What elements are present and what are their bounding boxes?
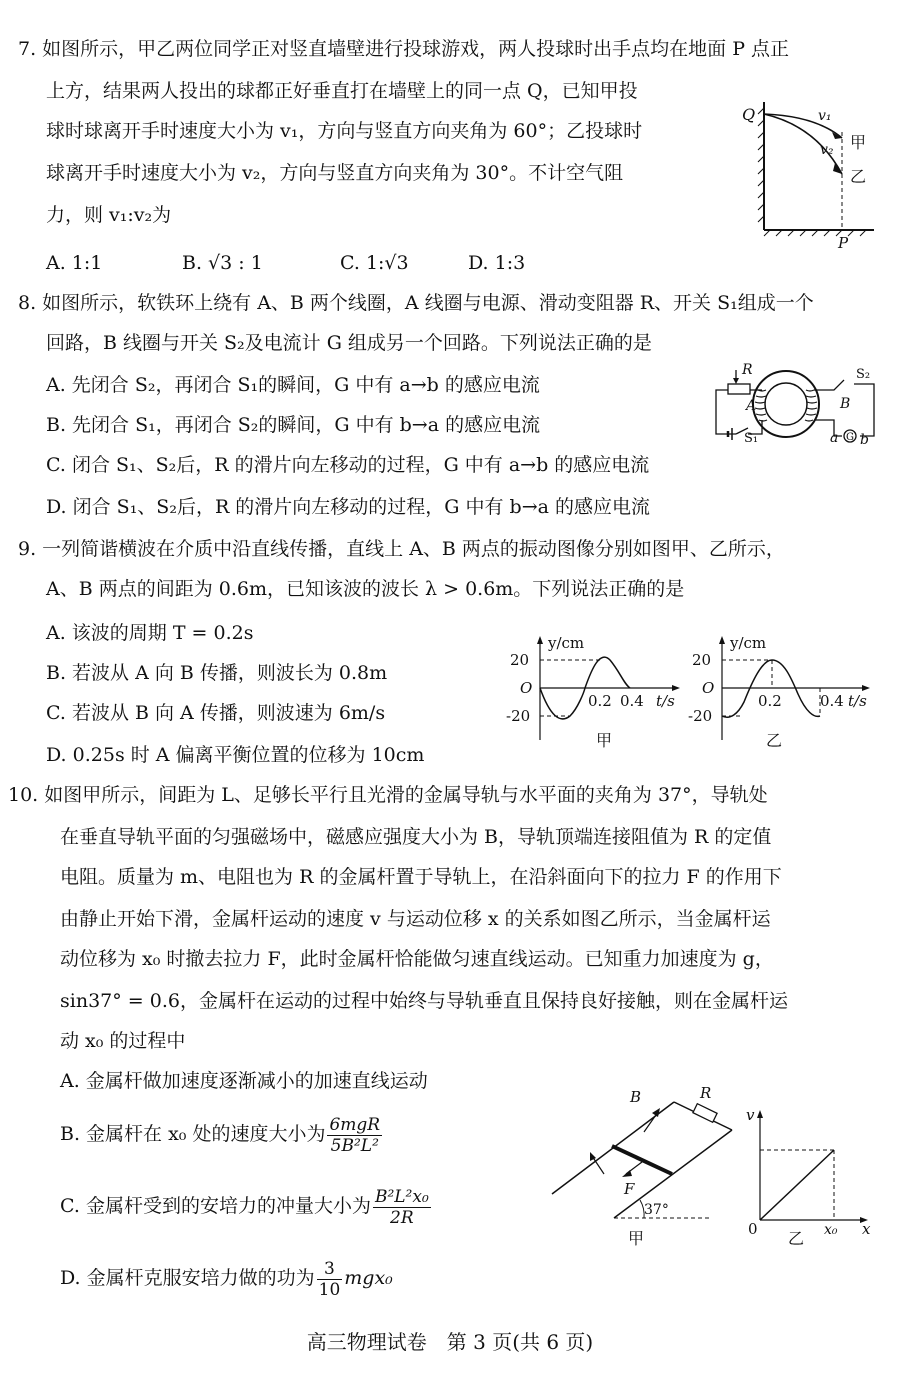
q9-yi-origin: O (702, 679, 715, 697)
q9-jia-ymin: -20 (506, 707, 531, 725)
q10-figure-jia-incline (548, 1082, 738, 1250)
q10-jia-label-b: B (630, 1088, 642, 1106)
q8-figure-coil-circuit (706, 362, 884, 446)
q7-option-d: D. 1:3 (468, 252, 526, 274)
q8-option-b: B. 先闭合 S₁，再闭合 S₂的瞬间，G 中有 b→a 的感应电流 (46, 414, 541, 436)
q7-line-3: 球时球离开手时速度大小为 v₁，方向与竖直方向夹角为 60°；乙投球时 (46, 120, 643, 142)
q10-yi-label-x0: x₀ (824, 1222, 838, 1238)
q7-figure-wall-throw (738, 92, 878, 252)
q9-yi-ylabel: y/cm (730, 634, 767, 652)
q10-option-d-denominator: 10 (318, 1279, 341, 1300)
q8-label-a-small: a (830, 430, 839, 446)
q10-option-c-denominator: 2R (390, 1207, 414, 1228)
q9-line-2: A、B 两点的间距为 0.6m，已知该波的波长 λ > 0.6m。下列说法正确的是 (46, 578, 685, 600)
q8-label-s2: S₂ (856, 367, 871, 382)
q9-yi-xlabel: t/s (848, 692, 867, 710)
q10-jia-label-f: F (624, 1180, 635, 1198)
q10-option-b (60, 1112, 384, 1156)
q10-option-a: A. 金属杆做加速度逐渐减小的加速直线运动 (60, 1070, 428, 1092)
q9-jia-ymax: 20 (510, 651, 530, 669)
q9-jia-ylabel: y/cm (548, 634, 585, 652)
q8-line-1: 8. 如图所示，软铁环上绕有 A、B 两个线圈，A 线圈与电源、滑动变阻器 R、开关 S₁组成一个 (18, 292, 814, 314)
q10-jia-label-r: R (700, 1084, 712, 1102)
q8-label-b-coil: B (840, 396, 851, 412)
q10-line-5: 动位移为 x₀ 时撤去拉力 F，此时金属杆恰能做匀速直线运动。已知重力加速度为 g， (60, 948, 774, 970)
q7-label-v2: v₂ (820, 142, 834, 158)
q10-option-c-numerator: B²L²x₀ (374, 1186, 429, 1207)
q9-option-d: D. 0.25s 时 A 偏离平衡位置的位移为 10cm (46, 744, 425, 766)
q9-graph-jia (500, 632, 686, 752)
q9-line-1: 9. 一列简谐横波在介质中沿直线传播，直线上 A、B 两点的振动图像分别如图甲、乙所示， (18, 538, 785, 560)
q9-yi-tick-2: 0.4 (820, 692, 844, 710)
q10-figure-yi-graph (740, 1100, 880, 1250)
q8-option-a: A. 先闭合 S₂，再闭合 S₁的瞬间，G 中有 a→b 的感应电流 (46, 374, 540, 396)
q9-yi-tick-1: 0.2 (758, 692, 782, 710)
q8-label-g: G (846, 432, 854, 443)
q10-jia-caption: 甲 (628, 1229, 645, 1248)
q10-option-b-denominator: 5B²L² (330, 1135, 379, 1156)
q7-label-yi: 乙 (850, 167, 867, 186)
q10-option-b-fraction (327, 1115, 382, 1156)
q8-line-2: 回路，B 线圈与开关 S₂及电流计 G 组成另一个回路。下列说法正确的是 (46, 332, 652, 354)
q9-option-a: A. 该波的周期 T = 0.2s (46, 622, 254, 644)
q7-label-p: P (838, 234, 849, 252)
q10-option-c-fraction (373, 1187, 431, 1228)
q10-option-d-tail: mgx₀ (344, 1267, 393, 1289)
q10-option-d (60, 1256, 393, 1300)
q8-label-r: R (742, 362, 753, 378)
q7-label-jia: 甲 (850, 133, 867, 152)
q9-yi-ymax: 20 (692, 651, 712, 669)
q10-option-b-text: B. 金属杆在 x₀ 处的速度大小为 (60, 1123, 326, 1145)
q10-option-d-fraction (317, 1259, 343, 1300)
q8-option-d: D. 闭合 S₁、S₂后，R 的滑片向左移动的过程，G 中有 b→a 的感应电流 (46, 496, 650, 518)
q10-option-b-numerator: 6mgR (329, 1114, 381, 1135)
q7-label-q: Q (742, 105, 756, 124)
q9-graph-yi (682, 632, 878, 752)
q10-line-4: 由静止开始下滑，金属杆运动的速度 v 与运动位移 x 的关系如图乙所示，当金属杆运 (60, 908, 771, 930)
q10-yi-label-o: 0 (748, 1220, 758, 1238)
q8-label-b-small: b (860, 432, 869, 446)
q10-line-7: 动 x₀ 的过程中 (60, 1030, 186, 1052)
q8-option-c: C. 闭合 S₁、S₂后，R 的滑片向左移动的过程，G 中有 a→b 的感应电流 (46, 454, 650, 476)
q7-option-c: C. 1:√3 (340, 252, 409, 274)
q10-line-2: 在垂直导轨平面的匀强磁场中，磁感应强度大小为 B，导轨顶端连接阻值为 R 的定值 (60, 826, 772, 848)
q9-jia-origin: O (520, 679, 533, 697)
q10-line-3: 电阻。质量为 m、电阻也为 R 的金属杆置于导轨上，在沿斜面向下的拉力 F 的作用下 (60, 866, 782, 888)
q10-option-c-text: C. 金属杆受到的安培力的冲量大小为 (60, 1195, 371, 1217)
q7-line-4: 球离开手时速度大小为 v₂，方向与竖直方向夹角为 30°。不计空气阻 (46, 162, 624, 184)
q9-jia-caption: 甲 (596, 731, 613, 750)
q9-jia-tick-1: 0.2 (588, 692, 612, 710)
q7-line-1: 7. 如图所示，甲乙两位同学正对竖直墙壁进行投球游戏，两人投球时出手点均在地面 P 点正 (18, 38, 790, 60)
q7-label-v1: v₁ (818, 108, 832, 124)
q9-option-c: C. 若波从 B 向 A 传播，则波速为 6m/s (46, 702, 386, 724)
q10-option-d-text: D. 金属杆克服安培力做的功为 (60, 1267, 315, 1289)
q7-option-b: B. √3 : 1 (182, 252, 263, 274)
q7-option-a: A. 1:1 (46, 252, 103, 274)
q8-label-a: A (746, 398, 757, 414)
q10-line-1: 10. 如图甲所示，间距为 L、足够长平行且光滑的金属导轨与水平面的夹角为 37°，导轨处 (8, 784, 768, 806)
q7-line-2: 上方，结果两人投出的球都正好垂直打在墙壁上的同一点 Q，已知甲投 (46, 80, 638, 102)
q10-yi-label-x: x (862, 1220, 871, 1238)
q7-line-5: 力，则 v₁:v₂为 (46, 204, 172, 226)
page-footer: 高三物理试卷 第 3 页(共 6 页) (306, 1330, 594, 1354)
q10-jia-label-angle: 37° (644, 1202, 669, 1218)
q10-option-d-numerator: 3 (317, 1259, 343, 1280)
q10-option-c (60, 1184, 433, 1228)
q9-jia-xlabel: t/s (656, 692, 675, 710)
q9-yi-caption: 乙 (766, 731, 783, 750)
q10-yi-caption: 乙 (788, 1229, 805, 1248)
q10-yi-label-v: v (746, 1106, 755, 1124)
q9-option-b: B. 若波从 A 向 B 传播，则波长为 0.8m (46, 662, 388, 684)
q8-label-s1: S₁ (744, 431, 759, 446)
q10-line-6: sin37° = 0.6，金属杆在运动的过程中始终与导轨垂直且保持良好接触，则在金属杆运 (60, 990, 788, 1012)
q9-yi-ymin: -20 (688, 707, 713, 725)
q9-jia-tick-2: 0.4 (620, 692, 644, 710)
